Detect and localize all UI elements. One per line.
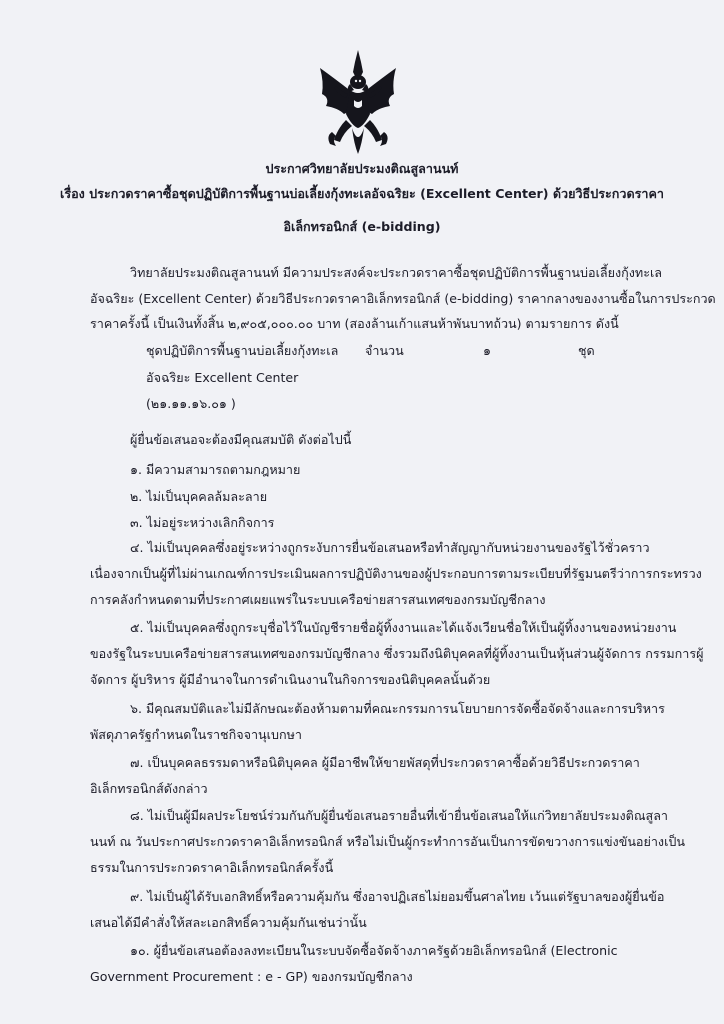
qualification-item-cont: ธรรมในการประกวดราคาอิเล็กทรอนิกส์ครั้งนี้	[90, 860, 334, 875]
qualification-item: ๕. ไม่เป็นบุคคลซึ่งถูกระบุชื่อไว้ในบัญชีรายชื่อผู้ทิ้งงานและได้แจ้งเวียนชื่อให้เป็นผู้ทิ้งงานของหน่วยงาน	[130, 620, 677, 635]
qualification-item: ๑. มีความสามารถตามกฎหมาย	[130, 462, 301, 477]
announcement-title: ประกาศวิทยาลัยประมงติณสูลานนท์	[265, 161, 459, 176]
qualifications-heading: ผู้ยื่นข้อเสนอจะต้องมีคุณสมบัติ ดังต่อไปนี้	[130, 432, 352, 447]
qualification-item: ๓. ไม่อยู่ระหว่างเลิกกิจการ	[130, 515, 275, 530]
qualification-item: ๔. ไม่เป็นบุคคลซึ่งอยู่ระหว่างถูกระงับการยื่นข้อเสนอหรือทำสัญญากับหน่วยงานของรัฐไว้ชั่วคราว	[130, 540, 650, 555]
item-qty-label: จำนวน	[365, 343, 404, 358]
qualification-item: ๑๐. ผู้ยื่นข้อเสนอต้องลงทะเบียนในระบบจัดซื้อจัดจ้างภาครัฐด้วยอิเล็กทรอนิกส์ (Electronic	[130, 943, 618, 958]
qualification-item-cont: การคลังกำหนดตามที่ประกาศเผยแพร่ในระบบเครือข่ายสารสนเทศของกรมบัญชีกลาง	[90, 592, 546, 607]
intro-line: วิทยาลัยประมงติณสูลานนท์ มีความประสงค์จะประกวดราคาซื้อชุดปฏิบัติการพื้นฐานบ่อเลี้ยงกุ้งทะเล	[130, 265, 663, 280]
garuda-emblem-icon	[316, 48, 400, 156]
intro-line: อัจฉริยะ (Excellent Center) ด้วยวิธีประกวดราคาอิเล็กทรอนิกส์ (e-bidding) ราคากลางของงานซื้อในการประกวด	[90, 291, 716, 306]
qualification-item: ๖. มีคุณสมบัติและไม่มีลักษณะต้องห้ามตามที่คณะกรรมการนโยบายการจัดซื้อจัดจ้างและการบริหาร	[130, 701, 665, 716]
qualification-item: ๘. ไม่เป็นผู้มีผลประโยชน์ร่วมกันกับผู้ยื่นข้อเสนอรายอื่นที่เข้ายื่นข้อเสนอให้แก่วิทยาลัยประมงติณสูลา	[130, 808, 668, 823]
subject-line-1: เรื่อง ประกวดราคาซื้อชุดปฏิบัติการพื้นฐานบ่อเลี้ยงกุ้งทะเลอัจฉริยะ (Excellent Center) ด้วยวิธีประกวดราคา	[60, 186, 664, 201]
item-name: ชุดปฏิบัติการพื้นฐานบ่อเลี้ยงกุ้งทะเล	[146, 343, 339, 358]
qualification-item: ๗. เป็นบุคคลธรรมดาหรือนิติบุคคล ผู้มีอาชีพให้ขายพัสดุที่ประกวดราคาซื้อด้วยวิธีประกวดราคา	[130, 755, 640, 770]
subject-line-2: อิเล็กทรอนิกส์ (e-bidding)	[283, 219, 441, 234]
qualification-item-cont: อิเล็กทรอนิกส์ดังกล่าว	[90, 781, 208, 796]
qualification-item-cont: พัสดุภาครัฐกำหนดในราชกิจจานุเบกษา	[90, 727, 302, 742]
qualification-item-cont: ของรัฐในระบบเครือข่ายสารสนเทศของกรมบัญชีกลาง ซึ่งรวมถึงนิติบุคคลที่ผู้ทิ้งงานเป็นหุ้นส่วนผู้จัดการ กรรมการผู้	[90, 646, 704, 661]
item-qty: ๑	[483, 343, 491, 358]
qualification-item: ๒. ไม่เป็นบุคคลล้มละลาย	[130, 489, 268, 504]
intro-line: ราคาครั้งนี้ เป็นเงินทั้งสิ้น ๒,๙๐๕,๐๐๐.๐๐ บาท (สองล้านเก้าแสนห้าพันบาทถ้วน) ตามรายการ ดังนี้	[90, 316, 619, 331]
qualification-item-cont: นนท์ ณ วันประกาศประกวดราคาอิเล็กทรอนิกส์ หรือไม่เป็นผู้กระทำการอันเป็นการขัดขวางการแข่งขันอย่างเป็น	[90, 834, 685, 849]
qualification-item-cont: เสนอได้มีคำสั่งให้สละเอกสิทธิ์ความคุ้มกันเช่นว่านั้น	[90, 915, 367, 930]
qualification-item: ๙. ไม่เป็นผู้ได้รับเอกสิทธิ์หรือความคุ้มกัน ซึ่งอาจปฏิเสธไม่ยอมขึ้นศาลไทย เว้นแต่รัฐบาลของผู้ยื่นข้อ	[130, 889, 665, 904]
qualification-item-cont: จัดการ ผู้บริหาร ผู้มีอำนาจในการดำเนินงานในกิจการของนิติบุคคลนั้นด้วย	[90, 672, 491, 687]
item-code: (๒๑.๑๑.๑๖.๐๑ )	[146, 396, 236, 411]
item-name-cont: อัจฉริยะ Excellent Center	[146, 370, 299, 385]
qualification-item-cont: Government Procurement : e - GP) ของกรมบัญชีกลาง	[90, 969, 413, 984]
qualification-item-cont: เนื่องจากเป็นผู้ที่ไม่ผ่านเกณฑ์การประเมินผลการปฏิบัติงานของผู้ประกอบการตามระเบียบที่รัฐมนตรีว่าการกระทรวง	[90, 566, 702, 581]
item-unit: ชุด	[578, 343, 595, 358]
